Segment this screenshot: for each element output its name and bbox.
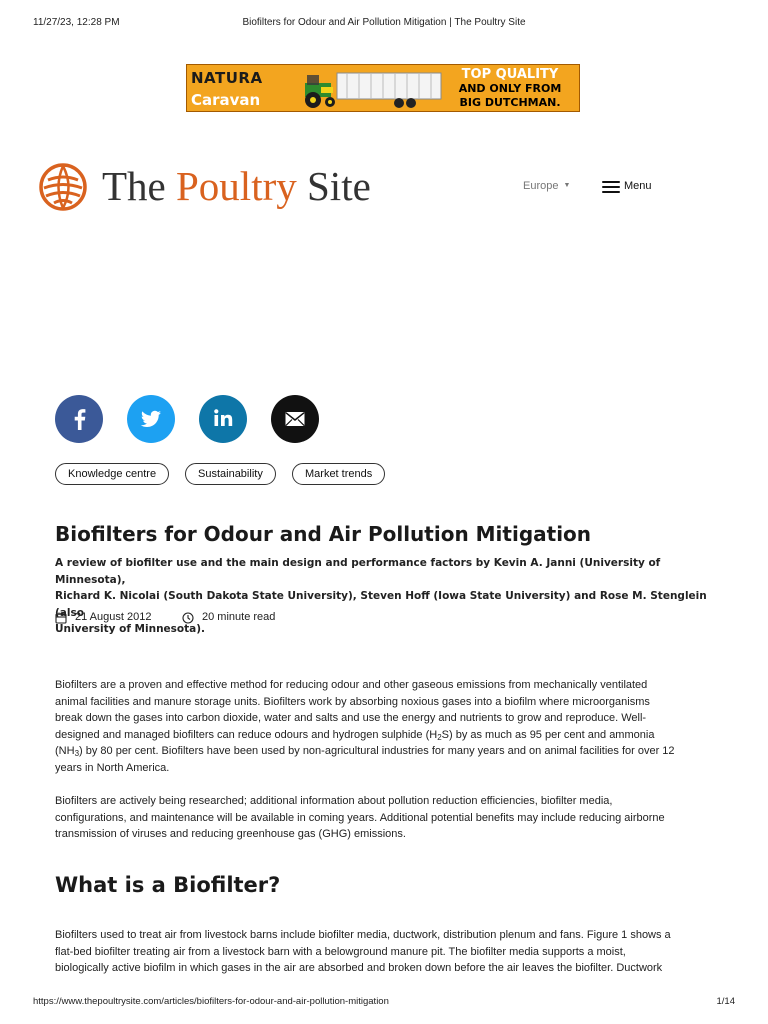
logo-word-the: The: [102, 163, 166, 209]
share-email-button[interactable]: [271, 395, 319, 443]
globe-logo-icon: [38, 162, 88, 212]
logo-word-site: Site: [307, 163, 371, 209]
subscript: 2: [437, 732, 442, 742]
clock-icon: [182, 612, 194, 624]
subscript: 3: [74, 749, 80, 758]
article-subtitle: [55, 555, 715, 638]
ad-brand-line2: Caravan: [191, 91, 261, 109]
article-title: Biofilters for Odour and Air Pollution Mitigation: [55, 522, 592, 546]
text-span: S) by as much as 95 per cent and ammonia: [441, 728, 655, 741]
region-label: Europe: [523, 180, 559, 192]
text-line: break down the gases into carbon dioxide, water and salts and use the energy and nutrients to grow and reproduce. Well-: [55, 712, 647, 724]
facebook-icon: [55, 395, 103, 443]
article-paragraph-1: [55, 677, 714, 776]
text-line: transmission of viruses and reducing greenhouse gas (GHG) emissions.: [55, 828, 406, 840]
share-linkedin-button[interactable]: [199, 395, 247, 443]
ad-brand-line1: NATURA: [191, 69, 263, 87]
text-line: years in North America.: [55, 761, 170, 774]
text-line: Biofilters used to treat air from livestock barns include biofilter media, ductwork, distribution plenum and fans. Figure 1 shows a: [55, 929, 671, 941]
text-line: [55, 743, 714, 760]
calendar-icon: [55, 612, 67, 624]
tag-knowledge-centre[interactable]: Knowledge centre: [55, 463, 169, 485]
tag-sustainability[interactable]: Sustainability: [185, 463, 276, 485]
logo-word-poultry: Poultry: [176, 163, 297, 209]
read-time-text: 20 minute read: [202, 611, 276, 623]
article-paragraph-2: [55, 793, 714, 843]
text-line: animal facilities and manure storage units. Biofilters work by absorbing noxious gases into a biofilm where microorganisms: [55, 695, 650, 708]
ad-line-a: AND ONLY FROM: [458, 82, 562, 95]
mail-icon: [271, 395, 319, 443]
text-line: [55, 727, 714, 744]
section-heading: What is a Biofilter?: [55, 873, 281, 897]
share-twitter-button[interactable]: [127, 395, 175, 443]
ad-line-b: BIG DUTCHMAN.: [459, 96, 561, 109]
linkedin-icon: [199, 395, 247, 443]
print-page-number: 1/14: [716, 996, 735, 1007]
twitter-icon: [127, 395, 175, 443]
print-datetime: 11/27/23, 12:28 PM: [33, 17, 120, 28]
subtitle-line: Richard K. Nicolai (South Dakota State University), Steven Hoff (Iowa State University) and Rose M. Stenglein (also: [55, 590, 707, 619]
hamburger-icon: [602, 181, 620, 196]
ad-banner[interactable]: [186, 64, 580, 112]
print-url[interactable]: https://www.thepoultrysite.com/articles/biofilters-for-odour-and-air-pollution-mitigation: [33, 996, 389, 1007]
text-line: flat-bed biofilter treating air from a livestock barn with a belowground manure pit. The biofilter media supports a moist,: [55, 945, 626, 958]
tractor-trailer-icon: [287, 67, 447, 111]
article-paragraph-3: [55, 927, 714, 977]
site-wordmark: [102, 162, 371, 210]
tag-market-trends[interactable]: Market trends: [292, 463, 385, 485]
region-selector[interactable]: [523, 180, 570, 192]
text-span: designed and managed biofilters can reduce odours and hydrogen sulphide (H: [55, 728, 438, 741]
text-line: Biofilters are a proven and effective method for reducing odour and other gaseous emissions from mechanically ventilated: [55, 679, 648, 691]
caret-down-icon: ▼: [563, 182, 571, 189]
text-line: Biofilters are actively being researched; additional information about pollution reduction efficiencies, biofilter media,: [55, 795, 613, 807]
subtitle-line: University of Minnesota).: [55, 623, 206, 635]
text-span: ) by 80 per cent. Biofilters have been used by non-agricultural industries for many years and on animal facilities for over 12: [79, 745, 675, 757]
text-line: configurations, and maintenance will be available in coming years. Additional potential benefits may include reducing airborne: [55, 811, 665, 824]
text-span: (NH: [55, 745, 75, 757]
date-text: 21 August 2012: [75, 611, 152, 623]
menu-label: Menu: [624, 180, 652, 192]
subtitle-line: A review of biofilter use and the main design and performance factors by Kevin A. Janni (University of Minnesota),: [55, 557, 661, 586]
text-line: biologically active biofilm in which gases in the air are absorbed and broken down before the air leaves the biofilter. Ductwork: [55, 962, 663, 974]
ad-quality: TOP QUALITY: [461, 67, 559, 82]
print-page-title: Biofilters for Odour and Air Pollution Mitigation | The Poultry Site: [242, 17, 526, 28]
share-facebook-button[interactable]: [55, 395, 103, 443]
